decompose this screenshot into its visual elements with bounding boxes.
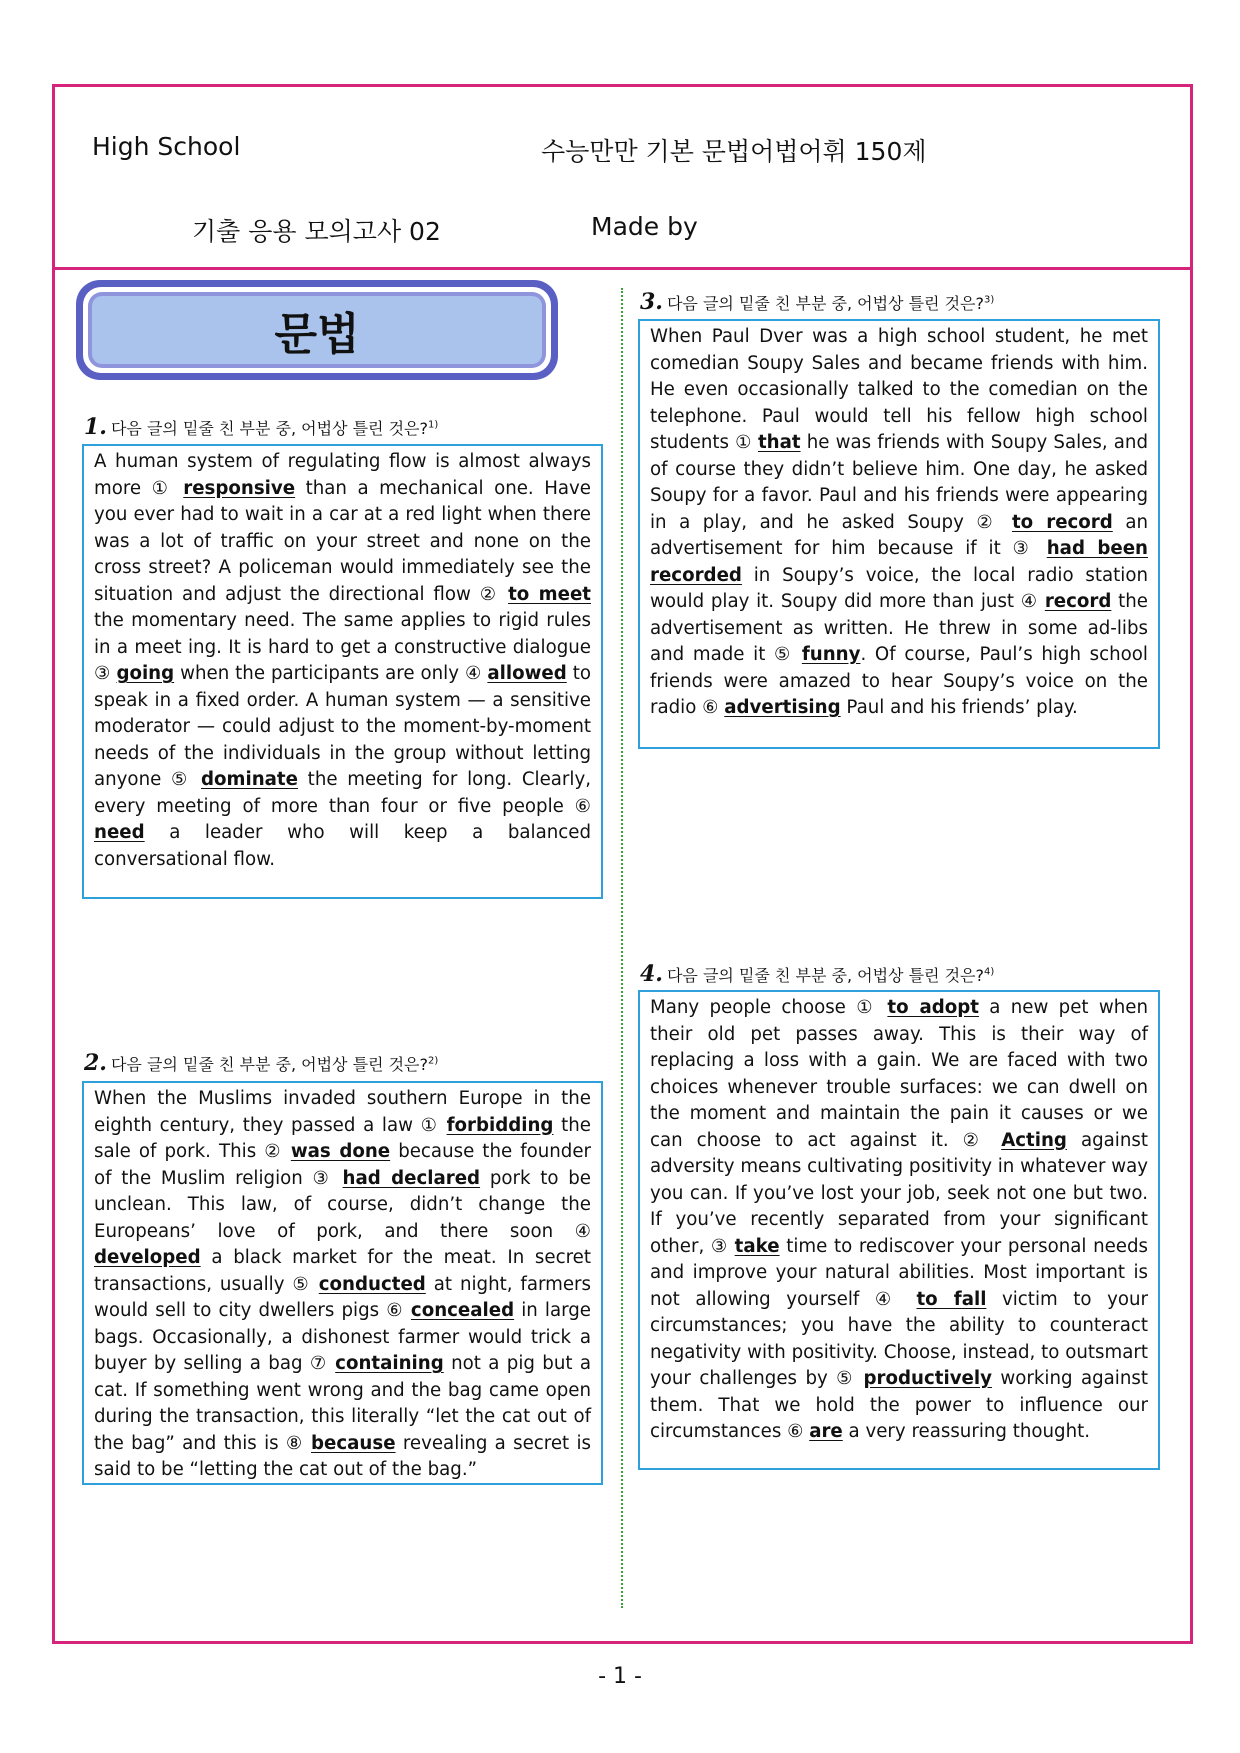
underlined-option: had been recorded bbox=[650, 538, 1148, 586]
passage-text: not a pig but a cat. If something went wrong and the bag came open during the transaction, this literally “let the cat out of the bag” and this is ⑧ bbox=[94, 1353, 591, 1454]
passage-text: working against them. That we hold the power to influence our circumstances ⑥ bbox=[650, 1368, 1148, 1442]
passage-text: an advertisement for him because if it ③ bbox=[650, 511, 1148, 559]
passage-text: because the founder of the Muslim religion ③ bbox=[94, 1141, 592, 1189]
underlined-option: record bbox=[1044, 591, 1112, 612]
passage-text: the sale of pork. This ② bbox=[94, 1114, 591, 1162]
column-divider bbox=[621, 288, 623, 1608]
question-prompt: 다음 글의 밑줄 친 부분 중, 어법상 틀린 것은? bbox=[666, 294, 984, 313]
underlined-option: concealed bbox=[410, 1300, 515, 1321]
question-prompt: 다음 글의 밑줄 친 부분 중, 어법상 틀린 것은? bbox=[110, 1055, 428, 1074]
underlined-option: to meet bbox=[508, 583, 591, 605]
question-number: 3. bbox=[640, 289, 663, 315]
passage-text: a leader who will keep a balanced conversational flow. bbox=[94, 822, 591, 870]
section-badge bbox=[76, 280, 558, 380]
passage-text: he was friends with Soupy Sales, and of course they didn’t believe him. One day, he asked Soupy for a favor. Paul and his friends were appearing in a play, and he asked Soupy ② bbox=[650, 432, 1148, 533]
passage-text: revealing a secret is said to be “letting the cat out of the bag.” bbox=[94, 1432, 591, 1480]
underlined-option: containing bbox=[335, 1353, 444, 1374]
underlined-option: that bbox=[757, 432, 801, 453]
passage-text: the meeting for long. Clearly, every meeting of more than four or five people ⑥ bbox=[94, 769, 591, 817]
passage-text: When Paul Dver was a high school student, he met comedian Soupy Sales and became friends with him. He even occasionally talked to the comedian on the telephone. Paul would tell his fellow high school students ① bbox=[650, 326, 1148, 453]
question-number: 1. bbox=[84, 414, 107, 440]
underlined-option: Acting bbox=[1001, 1129, 1067, 1151]
passage-text: Many people choose ① bbox=[650, 997, 888, 1018]
passage-text: a new pet when their old pet passes away. This is their way of replacing a loss with a gain. We are faced with two choices whenever trouble surfaces: we can dwell on the moment and maintain the pain it causes or we can choose to act against it. ② bbox=[650, 997, 1148, 1151]
question-2-passage bbox=[82, 1081, 603, 1485]
footnote-ref: 4) bbox=[984, 966, 995, 978]
passage-text: time to rediscover your personal needs and improve your natural abilities. Most important is not allowing yourself ④ bbox=[650, 1235, 1149, 1310]
underlined-option: are bbox=[809, 1421, 843, 1442]
underlined-option: forbidding bbox=[446, 1114, 554, 1136]
underlined-option: developed bbox=[94, 1247, 201, 1268]
underlined-option: funny bbox=[801, 644, 861, 665]
passage-text: the momentary need. The same applies to rigid rules in a meet ing. It is hard to get a constructive dialogue ③ bbox=[94, 610, 591, 684]
question-1-title bbox=[84, 414, 438, 440]
passage-text: A human system of regulating flow is almost always more ① bbox=[94, 451, 591, 499]
question-3-passage bbox=[638, 319, 1160, 749]
question-1-passage bbox=[82, 444, 603, 899]
header-divider bbox=[52, 267, 1193, 270]
underlined-option: had declared bbox=[342, 1167, 481, 1189]
underlined-option: productively bbox=[863, 1368, 992, 1389]
passage-text: at night, farmers would sell to city dwellers pigs ⑥ bbox=[94, 1273, 591, 1321]
header-made-by: Made by bbox=[591, 212, 698, 241]
passage-text: in Soupy’s voice, the local radio station would play it. Soupy did more than just ④ bbox=[650, 564, 1148, 612]
question-4-passage bbox=[638, 990, 1160, 1470]
underlined-option: was done bbox=[290, 1141, 391, 1162]
passage-text: the advertisement as written. He threw in some ad-libs and made it ⑤ bbox=[650, 591, 1148, 665]
passage-text: a very reassuring thought. bbox=[842, 1421, 1091, 1442]
passage-text: than a mechanical one. Have you ever had to wait in a car at a red light when there was a lot of traffic on your street and none on the cross street? A policeman would immediately see the situation and adjust the directional flow ② bbox=[94, 477, 592, 605]
passage-text: When the Muslims invaded southern Europe in the eighth century, they passed a law ① bbox=[94, 1088, 591, 1136]
passage-text: . Of course, Paul’s high school friends were amazed to hear Soupy’s voice on the radio ⑥ bbox=[650, 644, 1148, 718]
underlined-option: to record bbox=[1011, 511, 1113, 533]
underlined-option: responsive bbox=[183, 477, 296, 499]
question-4-title bbox=[640, 961, 994, 987]
underlined-option: conducted bbox=[318, 1273, 426, 1295]
passage-text: Paul and his friends’ play. bbox=[840, 697, 1078, 718]
underlined-option: take bbox=[734, 1235, 780, 1257]
question-2-title bbox=[84, 1050, 438, 1076]
passage-text: against adversity means cultivating positivity in whatever way you can. If you’ve lost your job, seek not one but two. If you’ve recently separated from your significant other, ③ bbox=[650, 1129, 1148, 1257]
underlined-option: allowed bbox=[487, 663, 567, 684]
underlined-option: because bbox=[311, 1432, 396, 1454]
header-exam-subtitle: 기출 응용 모의고사 02 bbox=[192, 217, 441, 246]
section-title: 문법 bbox=[92, 296, 542, 364]
passage-text: pork to be unclean. This law, of course, didn’t change the Europeans’ love of pork, and there soon ④ bbox=[94, 1167, 591, 1242]
passage-text: when the participants are only ④ bbox=[174, 663, 488, 684]
underlined-option: dominate bbox=[201, 769, 298, 790]
passage-text: in large bags. Occasionally, a dishonest farmer would trick a buyer by selling a bag ⑦ bbox=[94, 1300, 591, 1374]
question-3-title bbox=[640, 289, 994, 315]
footnote-ref: 3) bbox=[984, 294, 995, 306]
underlined-option: advertising bbox=[724, 697, 841, 718]
footnote-ref: 2) bbox=[428, 1055, 439, 1067]
header-book-title: 수능만만 기본 문법어법어휘 150제 bbox=[541, 137, 927, 166]
header-school-label: High School bbox=[92, 132, 241, 161]
underlined-option: to adopt bbox=[887, 997, 979, 1018]
question-prompt: 다음 글의 밑줄 친 부분 중, 어법상 틀린 것은? bbox=[666, 966, 984, 985]
passage-text: victim to your circumstances; you have the ability to counteract negativity with positivity. Choose, instead, to outsmart your challenges by ⑤ bbox=[650, 1288, 1148, 1389]
passage-text: to speak in a fixed order. A human system — a sensitive moderator — could adjust to the moment-by-moment needs of the individuals in the group without letting anyone ⑤ bbox=[94, 663, 591, 790]
page-number: - 1 - bbox=[598, 1664, 642, 1689]
underlined-option: going bbox=[116, 663, 175, 684]
underlined-option: need bbox=[94, 822, 145, 843]
footnote-ref: 1) bbox=[428, 419, 439, 431]
passage-text: a black market for the meat. In secret transactions, usually ⑤ bbox=[94, 1247, 591, 1295]
question-number: 4. bbox=[640, 961, 663, 987]
question-prompt: 다음 글의 밑줄 친 부분 중, 어법상 틀린 것은? bbox=[110, 419, 428, 438]
underlined-option: to fall bbox=[916, 1288, 987, 1310]
question-number: 2. bbox=[84, 1050, 107, 1076]
